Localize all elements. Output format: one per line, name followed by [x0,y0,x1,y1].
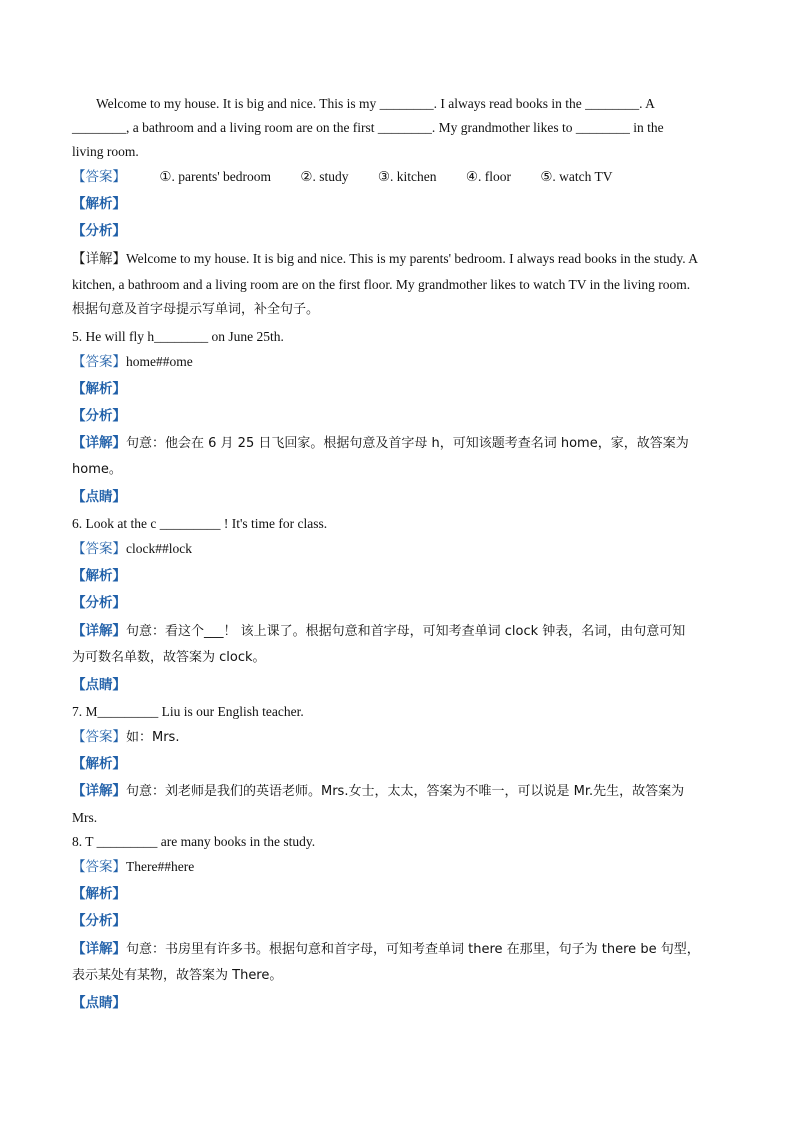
passage-detail-text-1: Welcome to my house. It is big and nice. This is my parents' bedroom. I always read books in the study. A [126,251,698,266]
q5-answer-row [72,353,193,371]
q8-answer-row [72,858,194,876]
fenxi-label: 【分析】 [72,595,126,611]
dianjing-label: 【点睛】 [72,995,126,1011]
option-5: ⑤. watch TV [540,169,613,184]
analysis-label: 【解析】 [72,381,126,397]
q7-question: 7. M_________ Liu is our English teacher. [72,704,304,719]
analysis-label: 【解析】 [72,756,126,772]
passage-line-2: ________, a bathroom and a living room are on the first ________. My grandmother likes to ________ in the [72,120,664,135]
q5-detail-text-1: 句意：他会在 6 月 25 日飞回家。根据句意及首字母 h，可知该题考查名词 home，家，故答案为 [126,436,689,451]
q7-detail-line-1 [72,782,684,801]
detail-label: 【详解】 [72,623,126,639]
analysis-label: 【解析】 [72,568,126,584]
q6-answer: clock##lock [126,541,192,556]
q7-answer: 如：Mrs. [126,730,180,745]
detail-label: 【详解】 [72,783,126,799]
q6-question: 6. Look at the c _________ ! It's time for class. [72,516,328,531]
fenxi-label: 【分析】 [72,408,126,424]
q5-detail-line-2: home。 [72,462,122,477]
q6-detail-line-1 [72,622,685,641]
detail-label: 【详解】 [72,251,126,266]
passage-line-3: living room. [72,144,139,159]
answer-options-row [72,168,613,186]
q8-detail-text-1: 句意：书房里有许多书。根据句意和首字母，可知考查单词 there 在那里，句子为 there be 句型， [126,942,700,957]
option-3: ③. kitchen [377,169,437,184]
q8-detail-line-2: 表示某处有某物，故答案为 There。 [72,968,283,983]
q5-answer: home##ome [126,354,193,369]
detail-label: 【详解】 [72,941,126,957]
answer-label: 【答案】 [72,729,126,745]
q7-detail-line-2: Mrs. [72,810,98,825]
q6-detail-text-1: 句意：看这个___！ 该上课了。根据句意和首字母，可知考查单词 clock 钟表，名词，由句意可知 [126,624,686,639]
q5-detail-line-1 [72,434,689,453]
dianjing-label: 【点睛】 [72,489,126,505]
option-2: ②. study [300,169,349,184]
q8-question: 8. T _________ are many books in the study. [72,834,316,849]
answer-label: 【答案】 [72,169,126,185]
fenxi-label: 【分析】 [72,223,126,239]
answer-label: 【答案】 [72,859,126,875]
fenxi-label: 【分析】 [72,913,126,929]
q6-answer-row [72,540,192,558]
passage-detail-line-3: 根据句意及首字母提示写单词，补全句子。 [72,302,320,317]
answer-label: 【答案】 [72,354,126,370]
q5-question: 5. He will fly h________ on June 25th. [72,329,284,344]
q7-answer-row [72,728,179,747]
passage-line-1: Welcome to my house. It is big and nice. This is my ________. I always read books in the ________. A [96,96,655,111]
option-4: ④. floor [465,169,511,184]
answer-label: 【答案】 [72,541,126,557]
option-1: ①. parents' bedroom [159,169,272,184]
q6-detail-line-2: 为可数名单数，故答案为 clock。 [72,650,266,665]
detail-label: 【详解】 [72,435,126,451]
q7-detail-text-1: 句意：刘老师是我们的英语老师。Mrs.女士，太太，答案为不唯一，可以说是 Mr.先生，故答案为 [126,784,685,799]
passage-detail-line-1 [72,250,698,268]
analysis-label: 【解析】 [72,886,126,902]
q8-answer: There##here [126,859,195,874]
passage-detail-line-2: kitchen, a bathroom and a living room are on the first floor. My grandmother likes to watch TV in the living room. [72,277,691,292]
analysis-label: 【解析】 [72,196,126,212]
q8-detail-line-1 [72,940,700,959]
dianjing-label: 【点睛】 [72,677,126,693]
